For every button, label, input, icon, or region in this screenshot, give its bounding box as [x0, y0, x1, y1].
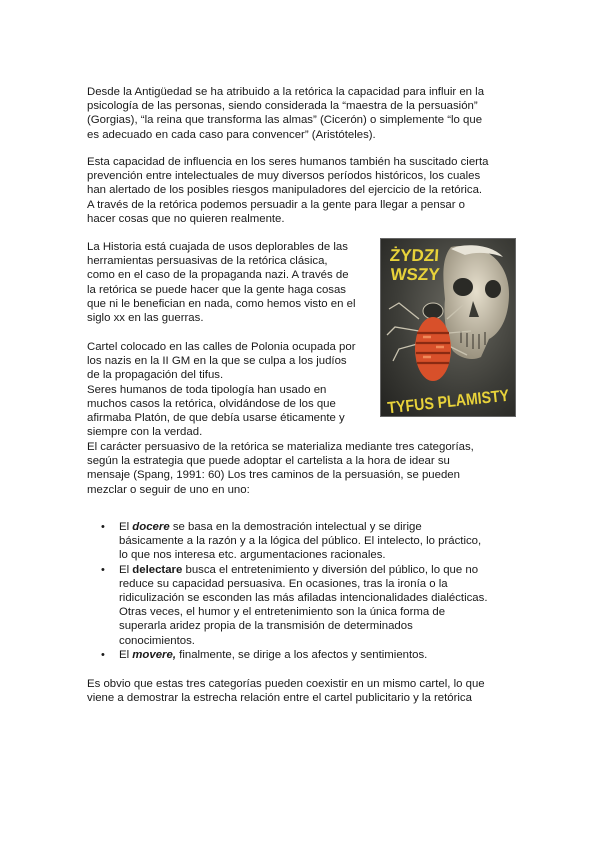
text-line: mezclar o seguir de uno en uno: [87, 483, 250, 496]
text-line: lo que nos interesa etc. argumentaciones racionales. [119, 549, 386, 562]
text-line [119, 563, 521, 577]
text-line: mensaje (Spang, 1991: 60) Los tres caminos de la persuasión, se pueden [87, 469, 460, 482]
text-line: superarla aridez propia de la transmisión de determinados [119, 620, 413, 633]
text-line: como en el caso de la propaganda nazi. A través de [87, 269, 349, 282]
text-fragment: busca el entretenimiento y diversión del público, lo que no [182, 563, 479, 576]
text-line: viene a demostrar la estrecha relación entre el cartel publicitario y la retórica [87, 692, 472, 705]
text-line: Seres humanos de toda tipología han usado en [87, 383, 327, 396]
bullet-marker: • [101, 648, 105, 661]
poster-top-text-2: WSZY [389, 265, 441, 284]
persuasion-categories-list [101, 520, 521, 662]
bullet-marker: • [101, 521, 105, 533]
text-fragment: se basa en la demostración intelectual y se dirige [169, 521, 422, 533]
text-line: básicamente a la razón y a la lógica del público. El intelecto, lo práctico, [119, 535, 482, 548]
text-fragment: finalmente, se dirige a los afectos y sentimientos. [176, 648, 428, 661]
term-delectare: delectare [132, 563, 183, 576]
text-line: Desde la Antigüedad se ha atribuido a la retórica la capacidad para influir en la [87, 86, 485, 98]
text-line: prevención entre intelectuales de muy diversos períodos históricos, los cuales [87, 170, 481, 183]
text-fragment: El [119, 521, 133, 533]
poster-top-text-1: ŻYDZI [389, 246, 440, 265]
text-line: la retórica se puede hacer que la gente haga cosas [87, 283, 346, 296]
text-line: conocimientos. [119, 634, 195, 647]
paragraph-intro [87, 85, 517, 142]
text-line: ridiculización se esconden las más afiladas intencionalidades dialécticas. [119, 592, 488, 605]
list-item-docere [101, 520, 521, 563]
text-line: Cartel colocado en las calles de Polonia ocupada por [87, 341, 356, 353]
text-line: afirmaba Platón, de que debía usarse éticamente y [87, 412, 345, 425]
text-line: A través de la retórica podemos persuadir a la gente para llegar a pensar o [87, 198, 466, 211]
text-line: muchos casos la retórica, olvidándose de los que [87, 397, 336, 410]
text-line: El carácter persuasivo de la retórica se materializa mediante tres categorías, [87, 441, 474, 453]
poster-bottom-text: TYFUS PLAMISTY [386, 384, 530, 418]
nazi-propaganda-poster-image [380, 238, 530, 418]
text-line: según la estrategia que puede adoptar el cartelista a la hora de idear su [87, 455, 450, 468]
text-fragment: El [119, 648, 133, 661]
text-line [119, 648, 521, 662]
paragraph-poster-caption [87, 340, 377, 439]
paragraph-categories [87, 440, 517, 497]
text-line: Esta capacidad de influencia en los seres humanos también ha suscitado cierta [87, 156, 489, 168]
text-line: han alertado de los posibles riesgos manipuladores del ejercicio de la retórica. [87, 184, 483, 197]
text-line: siempre con la verdad. [87, 426, 203, 439]
text-line: Es obvio que estas tres categorías pueden coexistir en un mismo cartel, lo que [87, 678, 485, 690]
text-line: de la propagación del tifus. [87, 369, 224, 382]
text-line: Otras veces, el humor y el entretenimiento son la única forma de [119, 606, 446, 619]
text-line: hacer cosas que no quieren realmente. [87, 212, 285, 225]
text-line: los nazis en la II GM en la que se culpa a los judíos [87, 355, 347, 368]
paragraph-conclusion [87, 677, 517, 705]
paragraph-influence [87, 155, 517, 226]
text-line [119, 520, 521, 534]
term-docere: docere [132, 521, 170, 533]
text-line: reduce su capacidad persuasiva. En ocasiones, tras la ironía o la [119, 577, 448, 590]
text-line: herramientas persuasivas de la retórica clásica, [87, 255, 328, 268]
bullet-marker: • [101, 563, 105, 576]
text-line: psicología de las personas, siendo considerada la “maestra de la persuasión” [87, 100, 478, 113]
text-line: es adecuado en cada caso para convencer” (Aristóteles). [87, 128, 376, 141]
text-line: La Historia está cuajada de usos deplorables de las [87, 241, 348, 253]
text-line: que ni le benefician en nada, como hemos visto en el [87, 297, 356, 310]
text-line: (Gorgias), “la reina que transforma las almas” (Cicerón) o simplemente “lo que [87, 114, 483, 127]
list-item-movere [101, 648, 521, 662]
term-movere: movere, [132, 648, 176, 661]
text-line: siglo xx en las guerras. [87, 312, 204, 325]
list-item-delectare [101, 563, 521, 648]
paragraph-history [87, 240, 377, 325]
text-fragment: El [119, 563, 133, 576]
